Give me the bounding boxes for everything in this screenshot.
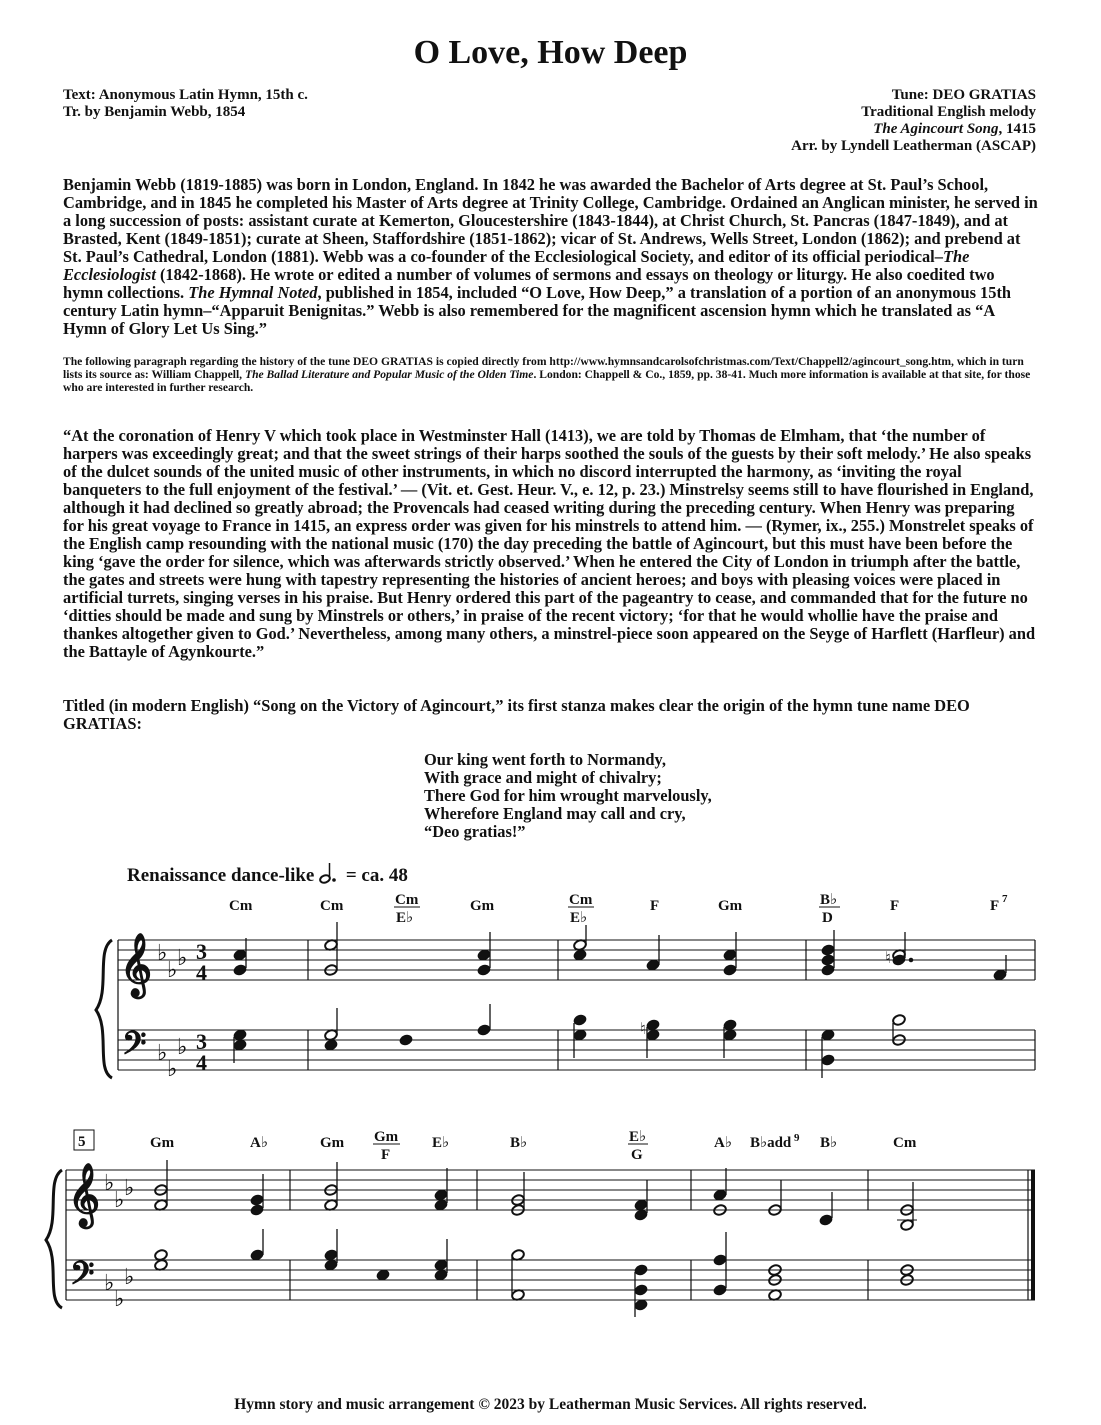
svg-text:♭: ♭	[157, 940, 168, 965]
tune-source	[791, 121, 1036, 138]
chord-symbol: Gm	[150, 1135, 175, 1151]
svg-text:♮: ♮	[885, 950, 891, 967]
bio-periodical: The Ecclesiologist	[63, 247, 970, 284]
treble-staff	[66, 1170, 1035, 1210]
copyright-notice: Hymn story and music arrangement © 2023 by Leatherman Music Services. All rights reserved.	[234, 1396, 867, 1413]
text-credits	[63, 87, 308, 121]
chord-symbol: F	[890, 898, 900, 914]
history-quote: “At the coronation of Henry V which took place in Westminster Hall (1413), we are told by Thomas de Elmham, that ‘the number of harpers was exceedingly great; and that the sweet strings of their harps soothed the souls of the guests by their soft melody.’ He also speaks of the dulcet sounds of the united music of other instruments, in which no discord interrupted the harmony, as ‘inviting the royal banqueters to the full enjoyment of the festival.’ — (Vit. et. Gest. Heur. V., e. 12, p. 23.) Minstrelsy seems still to have flourished in England, although it had declined so greatly abroad; the Provencals had ceased writing during the preceding century. When Henry was preparing for his great voyage to France in 1415, an express order was given for his minstrels to attend him. — (Rymer, ix., 255.) Monstrelet speaks of the English camp resounding with the national music (170) the day preceding the battle of Agincourt, but this must have been before the king ‘gave the order for silence, which was afterwards strictly observed.’ When he entered the City of London in triumph after the battle, the gates and streets were hung with tapestry representing the histories of ancient heroes; and boys with pleasing voices were placed in artificial turrets, singing verses in his praise. But Henry ordered this part of the pageantry to cease, and commanded that for the future no ‘ditties should be made and sung by Minstrels or others,’ in praise of the recent victory; ‘for that he would whollie have the praise and thankes altogether given to God.’ Nevertheless, among many others, a minstrel-piece soon appeared on the Seyge of Harflett (Harfleur) and the Battayle of Agynkourte.”	[63, 426, 1036, 661]
stanza-line: There God for him wrought marvelously,	[424, 786, 712, 805]
svg-text:4: 4	[196, 960, 207, 985]
biography-paragraph	[63, 176, 1038, 338]
chord-bass: F	[381, 1147, 391, 1163]
chord-symbol: A♭	[250, 1135, 268, 1151]
chord-bass: E♭	[570, 910, 588, 926]
tune-name: Tune: DEO GRATIAS	[891, 87, 1036, 103]
svg-text:♭: ♭	[104, 1170, 115, 1195]
chord-symbol: B♭add	[750, 1135, 792, 1151]
stanza-line: Our king went forth to Normandy,	[424, 750, 666, 769]
chord-symbols-2	[150, 1129, 917, 1163]
svg-text:♭: ♭	[177, 1034, 188, 1059]
stanza-line: “Deo gratias!”	[424, 822, 526, 841]
chord-symbol: Cm	[395, 892, 419, 908]
final-barline	[1031, 1170, 1035, 1300]
note-text: . London: Chappell & Co., 1859, pp. 38-41. Much more information is available at that site, for those who are interested in further research.	[63, 368, 1031, 395]
stanza-intro: Titled (in modern English) “Song on the Victory of Agincourt,” its first stanza makes clear the origin of the hymn tune name DEO GRATIAS:	[63, 696, 970, 733]
chord-symbol: Gm	[718, 898, 743, 914]
grand-staff-brace	[46, 1170, 62, 1308]
svg-text:♭: ♭	[177, 945, 188, 970]
bass-notes-2	[154, 1229, 914, 1317]
svg-text:♭: ♭	[157, 1040, 168, 1065]
text-source: Text: Anonymous Latin Hymn, 15th c.	[63, 87, 308, 103]
arranger: Arr. by Lyndell Leatherman (ASCAP)	[791, 138, 1036, 154]
tempo-value: = ca. 48	[345, 865, 408, 886]
translator: Tr. by Benjamin Webb, 1854	[63, 104, 246, 120]
bass-notes-1	[233, 1004, 906, 1078]
svg-text:♭: ♭	[114, 1286, 125, 1311]
chord-symbol: Cm	[320, 898, 344, 914]
note-book-title: The Ballad Literature and Popular Music of the Olden Time	[244, 368, 534, 382]
chord-symbol: F	[650, 898, 660, 914]
svg-text:3: 3	[196, 1029, 207, 1054]
grand-staff-brace	[96, 940, 112, 1078]
tempo-text: Renaissance dance-like	[127, 865, 315, 886]
svg-text:♭: ♭	[124, 1175, 135, 1200]
chord-bass: E♭	[396, 910, 414, 926]
svg-text:♮: ♮	[640, 1021, 646, 1038]
music-system-2	[0, 1122, 1101, 1322]
stanza	[424, 751, 712, 841]
chord-symbol: A♭	[714, 1135, 732, 1151]
bio-text: , published in 1854, included “O Love, How Deep,” a translation of a portion of an anonymous 15th century Latin hymn–“Apparuit Benignitas.” Webb is also remembered for the magnificent ascension hymn which he translated as “A Hymn of Glory Let Us Sing.”	[63, 283, 1012, 338]
chord-symbol: Cm	[569, 892, 593, 908]
time-signature	[196, 939, 207, 1075]
melody-origin: Traditional English melody	[861, 104, 1036, 120]
stanza-line: With grace and might of chivalry;	[424, 768, 662, 787]
treble-clef-icon: 𝄞	[120, 935, 152, 995]
chord-symbols-1	[229, 892, 1008, 926]
svg-text:♭: ♭	[124, 1264, 135, 1289]
chord-symbol: Cm	[229, 898, 253, 914]
bass-staff	[66, 1260, 1035, 1300]
svg-text:♭: ♭	[167, 957, 178, 982]
chord-symbol: B♭	[820, 892, 838, 908]
svg-text:3: 3	[196, 939, 207, 964]
tune-source-title: The Agincourt Song	[873, 121, 999, 137]
chord-symbol: B♭	[510, 1135, 528, 1151]
chord-bass: G	[631, 1147, 643, 1163]
bio-text: (1842-1868). He wrote or edited a number of volumes of sermons and essays on theology or liturgy. He also coedited two hymn collections.	[63, 265, 995, 302]
treble-clef-icon: 𝄞	[68, 1165, 100, 1225]
chord-sup: 9	[794, 1132, 800, 1144]
measure-number: 5	[78, 1134, 86, 1150]
treble-notes-2	[154, 1160, 917, 1231]
treble-notes-1	[233, 922, 1007, 981]
chord-symbol: Cm	[893, 1135, 917, 1151]
svg-text:♭: ♭	[104, 1270, 115, 1295]
bio-hymnal: The Hymnal Noted	[188, 283, 318, 302]
page-title: O Love, How Deep	[413, 34, 688, 71]
svg-text:4: 4	[196, 1050, 207, 1075]
chord-symbol: E♭	[432, 1135, 450, 1151]
chord-symbol: Gm	[320, 1135, 345, 1151]
bass-clef-icon: 𝄢	[122, 1027, 147, 1069]
stanza-line: Wherefore England may call and cry,	[424, 804, 686, 823]
note-text: The following paragraph regarding the history of the tune DEO GRATIAS is copied directly from http://www.hymnsandcarolsofchristmas.com/Text/Chappell2/agincourt_song.htm, which in turn lists its source as: William Chappell,	[63, 355, 1024, 382]
svg-text:♭: ♭	[114, 1187, 125, 1212]
tune-credits	[791, 87, 1036, 155]
chord-sup: 7	[1002, 893, 1008, 905]
bio-text: Benjamin Webb (1819-1885) was born in London, England. In 1842 he was awarded the Bachelor of Arts degree at St. Paul’s School, Cambridge, and in 1845 he completed his Master of Arts degree at Trinity College, Cambridge. Ordained an Anglican minister, he served in a long succession of posts: assistant curate at Kemerton, Gloucestershire (1843-1844), at Christ Church, St. Pancras (1847-1849), and at Brasted, Kent (1849-1851); curate at Sheen, Staffordshire (1851-1862); vicar of St. Andrews, Wells Street, London (1862); and prebend at St. Paul’s Cathedral, London (1881). Webb was a co-founder of the Ecclesiological Society, and editor of its official periodical–	[63, 175, 1038, 266]
chord-bass: D	[822, 910, 833, 926]
chord-symbol: Gm	[470, 898, 495, 914]
tune-source-year: , 1415	[998, 121, 1036, 137]
music-system-1	[0, 880, 1101, 1085]
source-note	[63, 355, 1038, 395]
chord-symbol: F	[990, 898, 1000, 914]
chord-symbol: Gm	[374, 1129, 399, 1145]
chord-symbol: B♭	[820, 1135, 838, 1151]
bass-clef-icon: 𝄢	[70, 1257, 95, 1299]
svg-text:♭: ♭	[167, 1056, 178, 1081]
chord-symbol: E♭	[629, 1129, 647, 1145]
